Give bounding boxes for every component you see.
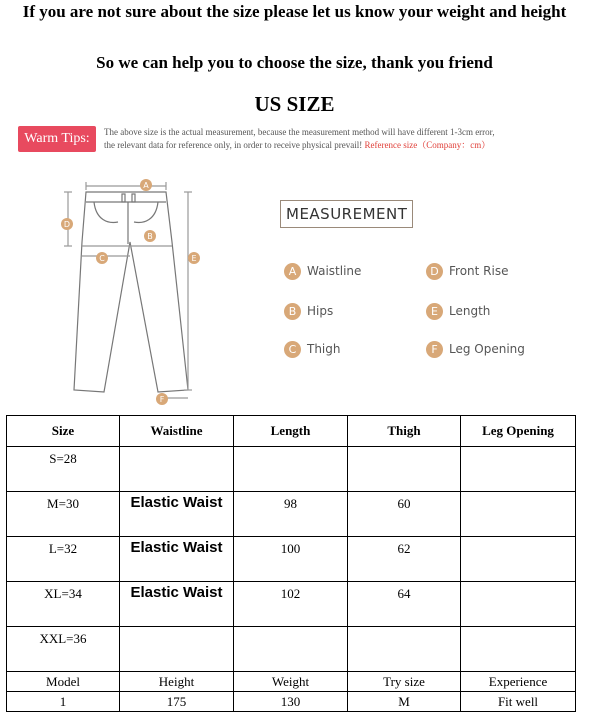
measurement-item-hips <box>284 302 333 320</box>
badge-c-icon: C <box>284 341 301 358</box>
header-weight: Weight <box>234 672 348 692</box>
length-cell: 100 <box>234 537 348 582</box>
model-cell: 1 <box>7 692 120 712</box>
diagram-label-d: D <box>63 220 71 229</box>
us-size-title: US SIZE <box>254 92 335 116</box>
table-row <box>7 582 576 627</box>
thigh-cell <box>348 447 461 492</box>
table-row <box>7 492 576 537</box>
try-size-cell: M <box>348 692 461 712</box>
leg-opening-cell <box>461 537 576 582</box>
badge-a-icon: A <box>284 263 301 280</box>
header-waistline: Waistline <box>120 416 234 447</box>
experience-cell: Fit well <box>461 692 576 712</box>
tips-text-2: the relevant data for reference only, in order to receive physical prevail! <box>104 140 363 150</box>
waistline-cell <box>120 447 234 492</box>
height-cell: 175 <box>120 692 234 712</box>
measurement-label: Waistline <box>307 264 362 278</box>
thigh-cell: 62 <box>348 537 461 582</box>
leg-opening-cell <box>461 492 576 537</box>
diagram-label-e: E <box>191 254 197 263</box>
header-line-1: If you are not sure about the size please let us know your weight and height <box>22 2 567 21</box>
warm-tips-text <box>104 126 578 152</box>
header-size: Size <box>7 416 120 447</box>
measurement-item-waistline <box>284 262 361 280</box>
warm-tips-badge: Warm Tips: <box>18 126 96 152</box>
leg-opening-cell <box>461 582 576 627</box>
leg-opening-cell <box>461 447 576 492</box>
size-cell: XL=34 <box>7 582 120 627</box>
size-cell: S=28 <box>7 447 120 492</box>
diagram-label-b: B <box>147 232 153 241</box>
leg-opening-cell <box>461 627 576 672</box>
size-cell: XXL=36 <box>7 627 120 672</box>
tips-text-red: Reference size（Company：cm） <box>364 140 491 150</box>
size-table <box>6 415 576 712</box>
waistline-cell: Elastic Waist <box>120 582 234 627</box>
warm-tips <box>18 126 578 156</box>
pants-diagram <box>46 172 216 410</box>
table-row <box>7 537 576 582</box>
length-cell: 102 <box>234 582 348 627</box>
measurement-item-front-rise <box>426 262 508 280</box>
measurement-label: Front Rise <box>449 264 509 278</box>
header-experience: Experience <box>461 672 576 692</box>
diagram-label-a: A <box>143 181 149 190</box>
diagram-label-f: F <box>159 395 165 404</box>
thigh-cell <box>348 627 461 672</box>
badge-b-icon: B <box>284 303 301 320</box>
length-cell <box>234 447 348 492</box>
model-table-header <box>7 672 576 692</box>
badge-d-icon: D <box>426 263 443 280</box>
measurement-item-length <box>426 302 490 320</box>
length-cell <box>234 627 348 672</box>
tips-text-1: The above size is the actual measurement, because the measurement method will have different 1-3cm error, <box>104 127 495 137</box>
waistline-cell <box>120 627 234 672</box>
waistline-cell: Elastic Waist <box>120 537 234 582</box>
weight-cell: 130 <box>234 692 348 712</box>
header-model: Model <box>7 672 120 692</box>
header-height: Height <box>120 672 234 692</box>
pants-outline-icon <box>46 172 216 410</box>
measurement-label: Length <box>449 304 491 318</box>
thigh-cell: 64 <box>348 582 461 627</box>
header-line-2: So we can help you to choose the size, thank you friend <box>96 53 493 72</box>
measurement-item-leg-opening <box>426 340 525 358</box>
measurement-label: Thigh <box>307 342 341 356</box>
size-cell: M=30 <box>7 492 120 537</box>
header-length: Length <box>234 416 348 447</box>
badge-f-icon: F <box>426 341 443 358</box>
measurement-title: MEASUREMENT <box>280 200 413 228</box>
thigh-cell: 60 <box>348 492 461 537</box>
waistline-cell: Elastic Waist <box>120 492 234 537</box>
size-table-header <box>7 416 576 447</box>
diagram-label-c: C <box>99 254 105 263</box>
table-row <box>7 627 576 672</box>
measurement-item-thigh <box>284 340 341 358</box>
header-leg-opening: Leg Opening <box>461 416 576 447</box>
measurement-label: Leg Opening <box>449 342 525 356</box>
table-row <box>7 447 576 492</box>
badge-e-icon: E <box>426 303 443 320</box>
header-thigh: Thigh <box>348 416 461 447</box>
header-try-size: Try size <box>348 672 461 692</box>
size-cell: L=32 <box>7 537 120 582</box>
measurement-label: Hips <box>307 304 334 318</box>
length-cell: 98 <box>234 492 348 537</box>
